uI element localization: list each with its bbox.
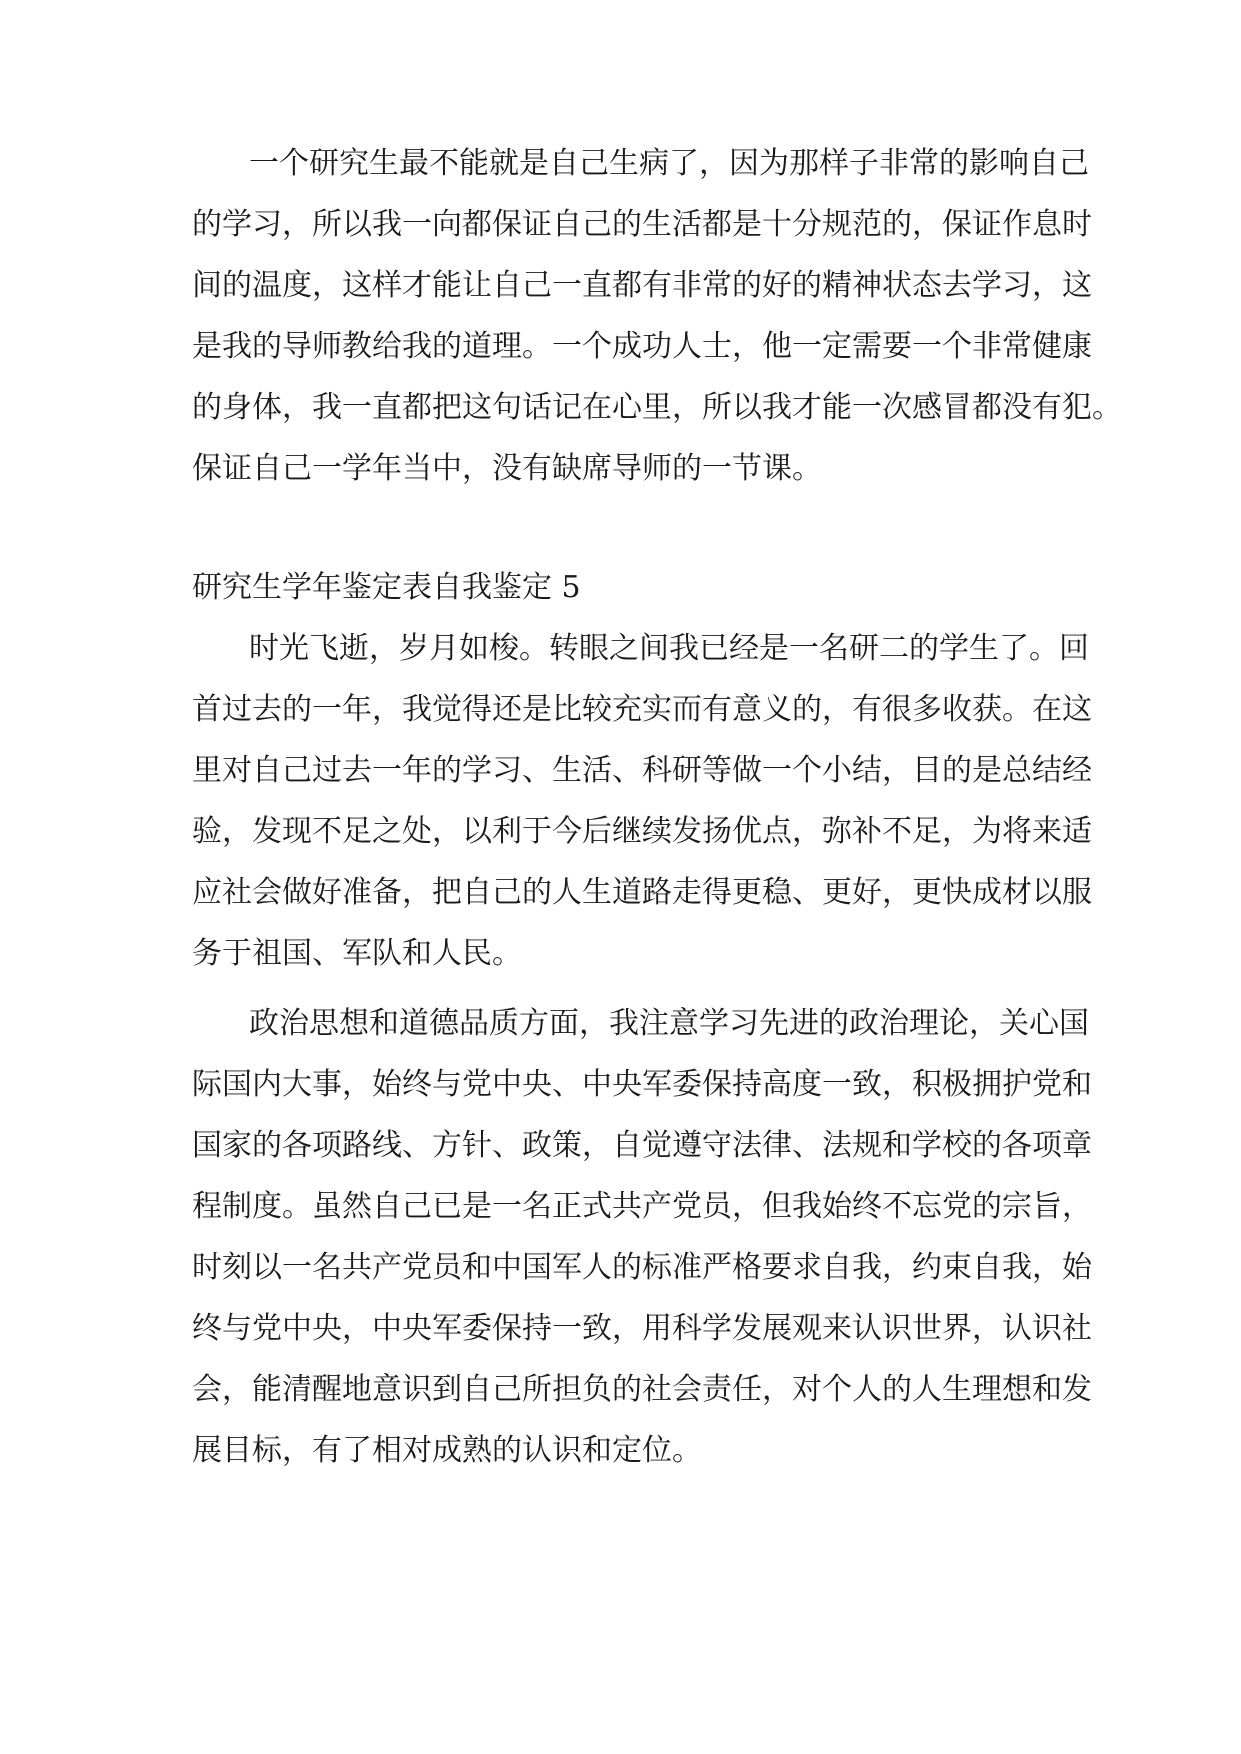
paragraph-1-line-1: 一个研究生最不能就是自己生病了，因为那样子非常的影响自己 bbox=[249, 146, 1089, 181]
paragraph-1-line-2: 的学习，所以我一向都保证自己的生活都是十分规范的，保证作息时 bbox=[192, 207, 1092, 242]
paragraph-1-line-5: 的身体，我一直都把这句话记在心里，所以我才能一次感冒都没有犯。 bbox=[192, 390, 1122, 425]
paragraph-2-line-5: 应社会做好准备，把自己的人生道路走得更稳、更好，更快成材以服 bbox=[192, 875, 1092, 910]
paragraph-2-line-4: 验，发现不足之处，以利于今后继续发扬优点，弥补不足，为将来适 bbox=[192, 814, 1092, 849]
paragraph-1-line-4: 是我的导师教给我的道理。一个成功人士，他一定需要一个非常健康 bbox=[192, 329, 1092, 364]
paragraph-2-line-2: 首过去的一年，我觉得还是比较充实而有意义的，有很多收获。在这 bbox=[192, 692, 1092, 727]
paragraph-1-line-6: 保证自己一学年当中，没有缺席导师的一节课。 bbox=[192, 451, 822, 486]
paragraph-3-line-2: 际国内大事，始终与党中央、中央军委保持高度一致，积极拥护党和 bbox=[192, 1067, 1092, 1102]
paragraph-3-line-7: 会，能清醒地意识到自己所担负的社会责任，对个人的人生理想和发 bbox=[192, 1372, 1092, 1407]
paragraph-3-line-3: 国家的各项路线、方针、政策，自觉遵守法律、法规和学校的各项章 bbox=[192, 1128, 1092, 1163]
section-heading: 研究生学年鉴定表自我鉴定 5 bbox=[192, 570, 581, 605]
paragraph-2-line-3: 里对自己过去一年的学习、生活、科研等做一个小结，目的是总结经 bbox=[192, 753, 1092, 788]
paragraph-3-line-4: 程制度。虽然自己已是一名正式共产党员，但我始终不忘党的宗旨， bbox=[192, 1189, 1092, 1224]
paragraph-1-line-3: 间的温度，这样才能让自己一直都有非常的好的精神状态去学习，这 bbox=[192, 268, 1092, 303]
paragraph-2-line-6: 务于祖国、军队和人民。 bbox=[192, 936, 522, 971]
paragraph-3-line-6: 终与党中央，中央军委保持一致，用科学发展观来认识世界，认识社 bbox=[192, 1311, 1092, 1346]
paragraph-3-line-8: 展目标，有了相对成熟的认识和定位。 bbox=[192, 1433, 702, 1468]
paragraph-3-line-5: 时刻以一名共产党员和中国军人的标准严格要求自我，约束自我，始 bbox=[192, 1250, 1092, 1285]
paragraph-2-line-1: 时光飞逝，岁月如梭。转眼之间我已经是一名研二的学生了。回 bbox=[249, 631, 1089, 666]
paragraph-3-line-1: 政治思想和道德品质方面，我注意学习先进的政治理论，关心国 bbox=[249, 1006, 1089, 1041]
